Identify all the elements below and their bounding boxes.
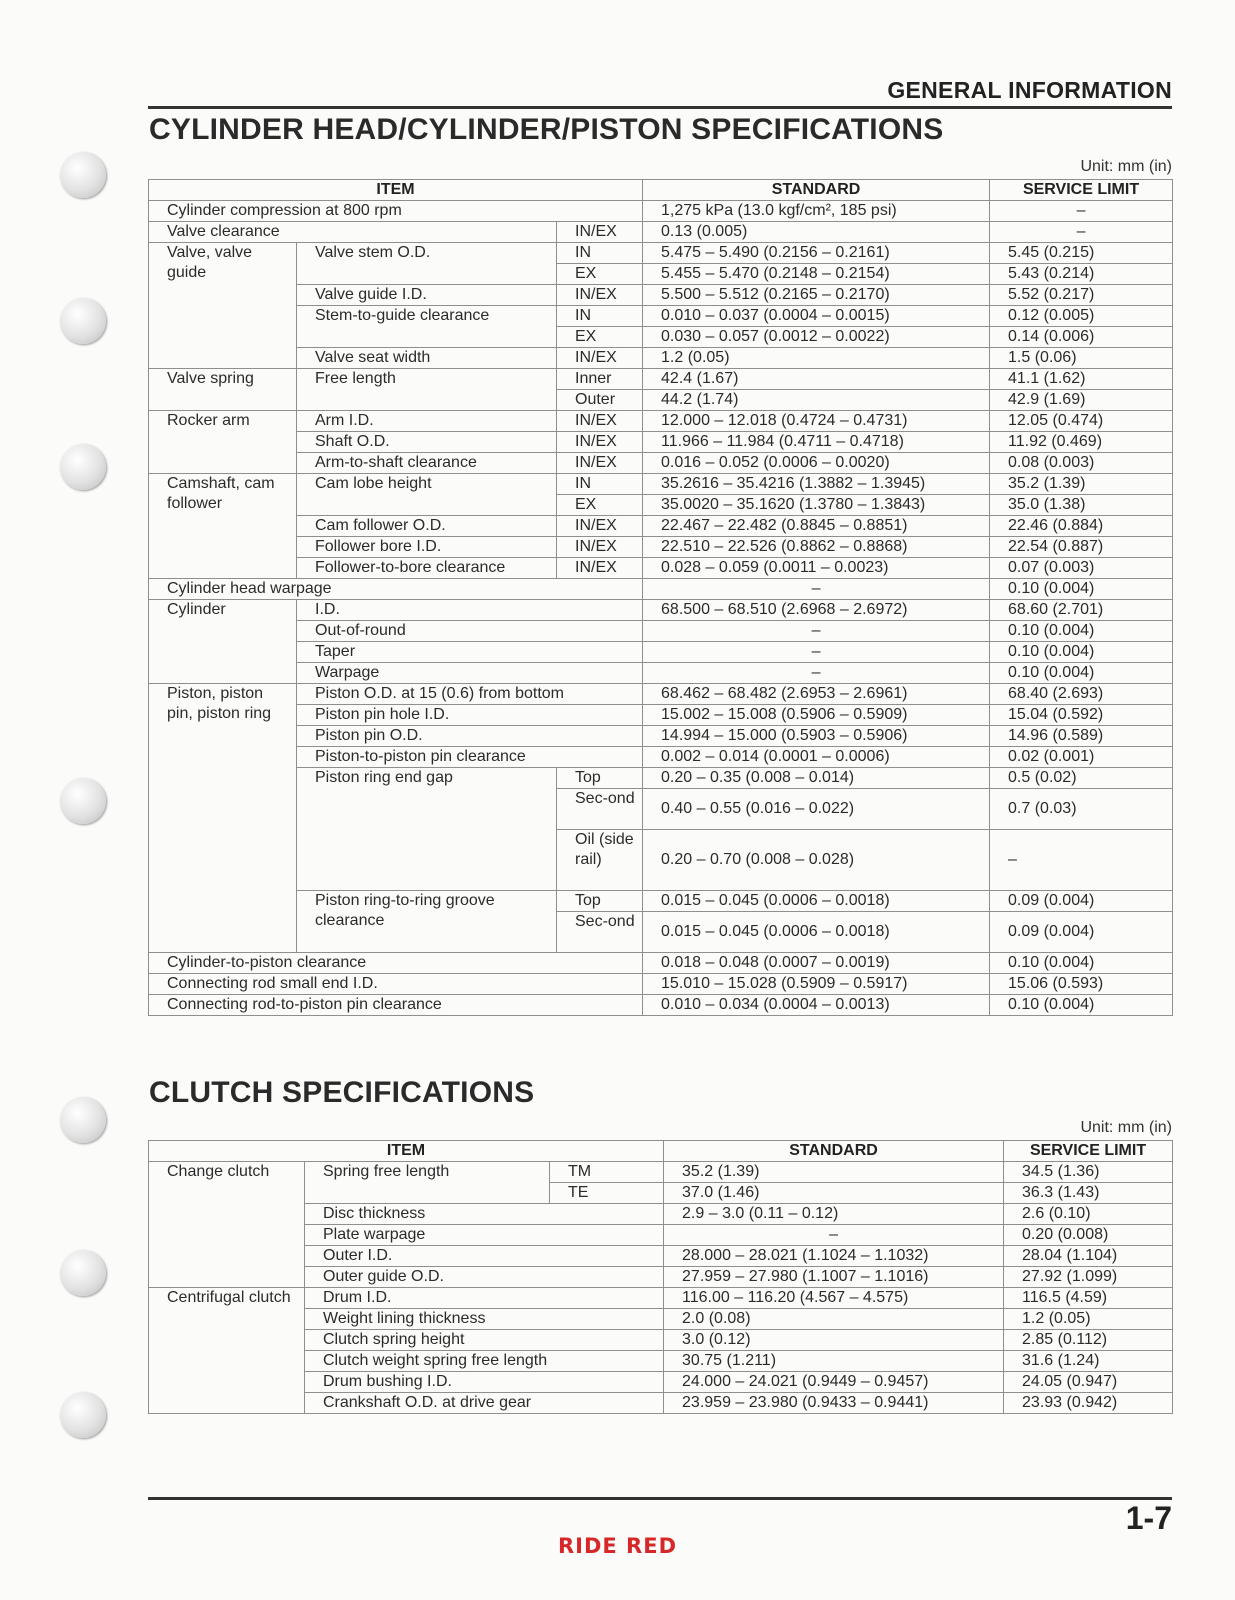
table-row [149, 726, 1173, 747]
standard-cell: 35.2 (1.39) [664, 1162, 1004, 1183]
item-cell: Piston O.D. at 15 (0.6) from bottom [297, 684, 643, 705]
limit-cell: 0.10 (0.004) [990, 995, 1173, 1016]
table-row [149, 663, 1173, 684]
col-standard: STANDARD [643, 180, 990, 201]
limit-cell: 116.5 (4.59) [1004, 1288, 1173, 1309]
standard-cell: 37.0 (1.46) [664, 1183, 1004, 1204]
standard-cell: 1,275 kPa (13.0 kgf/cm², 185 psi) [643, 201, 990, 222]
table-row [149, 222, 1173, 243]
standard-cell: 0.002 – 0.014 (0.0001 – 0.0006) [643, 747, 990, 768]
standard-cell: 0.015 – 0.045 (0.0006 – 0.0018) [643, 891, 990, 912]
clutch-unit-label: Unit: mm (in) [1080, 1119, 1172, 1136]
sub-cell: Sec-ond [557, 789, 643, 830]
item-cell: Drum I.D. [305, 1288, 664, 1309]
item-cell: I.D. [297, 600, 643, 621]
col-item: ITEM [149, 1141, 664, 1162]
table-row [149, 474, 1173, 495]
limit-cell: 36.3 (1.43) [1004, 1183, 1173, 1204]
table-row [149, 1288, 1173, 1309]
sub-cell: TM [550, 1162, 664, 1183]
standard-cell: – [643, 663, 990, 684]
limit-cell: 5.43 (0.214) [990, 264, 1173, 285]
item-cell: Piston-to-piston pin clearance [297, 747, 643, 768]
table-row [149, 558, 1173, 579]
limit-cell: 12.05 (0.474) [990, 411, 1173, 432]
limit-cell: 0.09 (0.004) [990, 912, 1173, 953]
punch-hole [60, 1097, 106, 1143]
limit-cell: 0.08 (0.003) [990, 453, 1173, 474]
section-header: GENERAL INFORMATION [887, 77, 1172, 103]
standard-cell: 5.500 – 5.512 (0.2165 – 0.2170) [643, 285, 990, 306]
sub-cell: IN/EX [557, 285, 643, 306]
limit-cell: 0.09 (0.004) [990, 891, 1173, 912]
limit-cell: 27.92 (1.099) [1004, 1267, 1173, 1288]
sub-cell: IN [557, 306, 643, 327]
sub-cell: Inner [557, 369, 643, 390]
sub-cell: IN/EX [557, 432, 643, 453]
standard-cell: 22.467 – 22.482 (0.8845 – 0.8851) [643, 516, 990, 537]
item-cell: Outer I.D. [305, 1246, 664, 1267]
sub-cell: IN/EX [557, 516, 643, 537]
cylinder-specs-title: CYLINDER HEAD/CYLINDER/PISTON SPECIFICATIONS [149, 113, 944, 146]
standard-cell: 0.015 – 0.045 (0.0006 – 0.0018) [643, 912, 990, 953]
table-row [149, 768, 1173, 789]
sub-cell: EX [557, 327, 643, 348]
col-item: ITEM [149, 180, 643, 201]
footer-rule [148, 1497, 1172, 1500]
cylinder-unit-label: Unit: mm (in) [1080, 158, 1172, 175]
limit-cell: 34.5 (1.36) [1004, 1162, 1173, 1183]
standard-cell: – [664, 1225, 1004, 1246]
standard-cell: 35.2616 – 35.4216 (1.3882 – 1.3945) [643, 474, 990, 495]
item-cell: Out-of-round [297, 621, 643, 642]
standard-cell: 24.000 – 24.021 (0.9449 – 0.9457) [664, 1372, 1004, 1393]
limit-cell: 0.10 (0.004) [990, 642, 1173, 663]
table-row [149, 974, 1173, 995]
col-service-limit: SERVICE LIMIT [1004, 1141, 1173, 1162]
item-cell: Cylinder-to-piston clearance [149, 953, 643, 974]
item-cell: Free length [297, 369, 557, 411]
limit-cell: 0.10 (0.004) [990, 621, 1173, 642]
item-cell: Clutch weight spring free length [305, 1351, 664, 1372]
limit-cell: 0.07 (0.003) [990, 558, 1173, 579]
standard-cell: 35.0020 – 35.1620 (1.3780 – 1.3843) [643, 495, 990, 516]
table-row [149, 705, 1173, 726]
limit-cell: 15.04 (0.592) [990, 705, 1173, 726]
standard-cell: 0.010 – 0.037 (0.0004 – 0.0015) [643, 306, 990, 327]
table-row [149, 411, 1173, 432]
limit-cell: 0.10 (0.004) [990, 663, 1173, 684]
standard-cell: 2.9 – 3.0 (0.11 – 0.12) [664, 1204, 1004, 1225]
limit-cell: 11.92 (0.469) [990, 432, 1173, 453]
group-cell: Valve, valve guide [149, 243, 297, 369]
limit-cell: 1.5 (0.06) [990, 348, 1173, 369]
item-cell: Cam follower O.D. [297, 516, 557, 537]
item-cell: Arm I.D. [297, 411, 557, 432]
standard-cell: – [643, 642, 990, 663]
limit-cell: 0.10 (0.004) [990, 579, 1173, 600]
table-row [149, 243, 1173, 264]
item-cell: Drum bushing I.D. [305, 1372, 664, 1393]
sub-cell: Oil (side rail) [557, 830, 643, 891]
limit-cell: 31.6 (1.24) [1004, 1351, 1173, 1372]
limit-cell: 0.5 (0.02) [990, 768, 1173, 789]
table-row [149, 1162, 1173, 1183]
standard-cell: 27.959 – 27.980 (1.1007 – 1.1016) [664, 1267, 1004, 1288]
page-number: 1-7 [1125, 1500, 1172, 1536]
item-cell: Connecting rod-to-piston pin clearance [149, 995, 643, 1016]
item-cell: Clutch spring height [305, 1330, 664, 1351]
item-cell: Follower-to-bore clearance [297, 558, 557, 579]
standard-cell: 30.75 (1.211) [664, 1351, 1004, 1372]
item-cell: Valve clearance [149, 222, 557, 243]
clutch-specs-title: CLUTCH SPECIFICATIONS [149, 1076, 535, 1109]
item-cell: Taper [297, 642, 643, 663]
item-cell: Valve guide I.D. [297, 285, 557, 306]
table-row [149, 516, 1173, 537]
sub-cell: IN/EX [557, 348, 643, 369]
item-cell: Arm-to-shaft clearance [297, 453, 557, 474]
col-standard: STANDARD [664, 1141, 1004, 1162]
standard-cell: 44.2 (1.74) [643, 390, 990, 411]
limit-cell: – [990, 222, 1173, 243]
punch-hole [60, 1250, 106, 1296]
table-header-row [149, 180, 1173, 201]
sub-cell: Outer [557, 390, 643, 411]
group-cell: Cylinder [149, 600, 297, 684]
limit-cell: 35.0 (1.38) [990, 495, 1173, 516]
group-cell: Centrifugal clutch [149, 1288, 305, 1414]
table-row [149, 348, 1173, 369]
punch-hole [60, 778, 106, 824]
standard-cell: 12.000 – 12.018 (0.4724 – 0.4731) [643, 411, 990, 432]
item-cell: Cylinder head warpage [149, 579, 643, 600]
standard-cell: 14.994 – 15.000 (0.5903 – 0.5906) [643, 726, 990, 747]
group-cell: Valve spring [149, 369, 297, 411]
standard-cell: 0.20 – 0.35 (0.008 – 0.014) [643, 768, 990, 789]
table-row [149, 621, 1173, 642]
standard-cell: 116.00 – 116.20 (4.567 – 4.575) [664, 1288, 1004, 1309]
limit-cell: 0.02 (0.001) [990, 747, 1173, 768]
limit-cell: 0.14 (0.006) [990, 327, 1173, 348]
item-cell: Cam lobe height [297, 474, 557, 516]
table-row [149, 953, 1173, 974]
limit-cell: 14.96 (0.589) [990, 726, 1173, 747]
item-cell: Valve seat width [297, 348, 557, 369]
standard-cell: 68.500 – 68.510 (2.6968 – 2.6972) [643, 600, 990, 621]
item-cell: Crankshaft O.D. at drive gear [305, 1393, 664, 1414]
table-row [149, 201, 1173, 222]
standard-cell: – [643, 621, 990, 642]
limit-cell: 68.60 (2.701) [990, 600, 1173, 621]
table-row [149, 432, 1173, 453]
table-row [149, 306, 1173, 327]
limit-cell: 5.45 (0.215) [990, 243, 1173, 264]
limit-cell: 24.05 (0.947) [1004, 1372, 1173, 1393]
table-header-row [149, 1141, 1173, 1162]
table-row [149, 995, 1173, 1016]
standard-cell: 0.20 – 0.70 (0.008 – 0.028) [643, 830, 990, 891]
limit-cell: 15.06 (0.593) [990, 974, 1173, 995]
item-cell: Piston pin hole I.D. [297, 705, 643, 726]
sub-cell: IN [557, 474, 643, 495]
standard-cell: 0.016 – 0.052 (0.0006 – 0.0020) [643, 453, 990, 474]
item-cell: Stem-to-guide clearance [297, 306, 557, 348]
cylinder-specs-table [148, 179, 1173, 1016]
table-row [149, 285, 1173, 306]
table-row [149, 453, 1173, 474]
sub-cell: IN/EX [557, 558, 643, 579]
standard-cell: 23.959 – 23.980 (0.9433 – 0.9441) [664, 1393, 1004, 1414]
sub-cell: EX [557, 495, 643, 516]
sub-cell: IN/EX [557, 222, 643, 243]
punch-hole [60, 1392, 106, 1438]
item-cell: Connecting rod small end I.D. [149, 974, 643, 995]
sub-cell: Top [557, 768, 643, 789]
table-row [149, 684, 1173, 705]
limit-cell: 0.20 (0.008) [1004, 1225, 1173, 1246]
standard-cell: 1.2 (0.05) [643, 348, 990, 369]
limit-cell: 68.40 (2.693) [990, 684, 1173, 705]
limit-cell: – [990, 201, 1173, 222]
sub-cell: IN/EX [557, 537, 643, 558]
standard-cell: 15.002 – 15.008 (0.5906 – 0.5909) [643, 705, 990, 726]
limit-cell: – [990, 830, 1173, 891]
item-cell: Cylinder compression at 800 rpm [149, 201, 643, 222]
limit-cell: 22.46 (0.884) [990, 516, 1173, 537]
punch-hole [60, 298, 106, 344]
standard-cell: 0.010 – 0.034 (0.0004 – 0.0013) [643, 995, 990, 1016]
limit-cell: 0.10 (0.004) [990, 953, 1173, 974]
col-service-limit: SERVICE LIMIT [990, 180, 1173, 201]
standard-cell: 0.030 – 0.057 (0.0012 – 0.0022) [643, 327, 990, 348]
sub-cell: Sec-ond [557, 912, 643, 953]
item-cell: Shaft O.D. [297, 432, 557, 453]
brand-logo: RIDE RED [557, 1534, 678, 1558]
punch-hole [60, 152, 106, 198]
limit-cell: 2.6 (0.10) [1004, 1204, 1173, 1225]
group-cell: Piston, piston pin, piston ring [149, 684, 297, 953]
item-cell: Disc thickness [305, 1204, 664, 1225]
standard-cell: – [643, 579, 990, 600]
item-cell: Valve stem O.D. [297, 243, 557, 285]
item-cell: Piston pin O.D. [297, 726, 643, 747]
sub-cell: IN [557, 243, 643, 264]
sub-cell: IN/EX [557, 411, 643, 432]
sub-cell: EX [557, 264, 643, 285]
group-cell: Camshaft, cam follower [149, 474, 297, 579]
standard-cell: 3.0 (0.12) [664, 1330, 1004, 1351]
limit-cell: 41.1 (1.62) [990, 369, 1173, 390]
standard-cell: 68.462 – 68.482 (2.6953 – 2.6961) [643, 684, 990, 705]
standard-cell: 22.510 – 22.526 (0.8862 – 0.8868) [643, 537, 990, 558]
table-row [149, 642, 1173, 663]
clutch-specs-table [148, 1140, 1173, 1414]
limit-cell: 0.7 (0.03) [990, 789, 1173, 830]
table-row [149, 747, 1173, 768]
limit-cell: 35.2 (1.39) [990, 474, 1173, 495]
standard-cell: 42.4 (1.67) [643, 369, 990, 390]
standard-cell: 5.475 – 5.490 (0.2156 – 0.2161) [643, 243, 990, 264]
sub-cell: Top [557, 891, 643, 912]
standard-cell: 15.010 – 15.028 (0.5909 – 0.5917) [643, 974, 990, 995]
standard-cell: 0.13 (0.005) [643, 222, 990, 243]
group-cell: Change clutch [149, 1162, 305, 1288]
standard-cell: 0.018 – 0.048 (0.0007 – 0.0019) [643, 953, 990, 974]
limit-cell: 1.2 (0.05) [1004, 1309, 1173, 1330]
item-cell: Warpage [297, 663, 643, 684]
limit-cell: 42.9 (1.69) [990, 390, 1173, 411]
item-cell: Piston ring end gap [297, 768, 557, 891]
standard-cell: 2.0 (0.08) [664, 1309, 1004, 1330]
sub-cell: IN/EX [557, 453, 643, 474]
limit-cell: 0.12 (0.005) [990, 306, 1173, 327]
punch-hole [60, 444, 106, 490]
table-row [149, 537, 1173, 558]
item-cell: Outer guide O.D. [305, 1267, 664, 1288]
limit-cell: 28.04 (1.104) [1004, 1246, 1173, 1267]
standard-cell: 28.000 – 28.021 (1.1024 – 1.1032) [664, 1246, 1004, 1267]
limit-cell: 23.93 (0.942) [1004, 1393, 1173, 1414]
table-row [149, 891, 1173, 912]
header-rule [148, 106, 1172, 109]
standard-cell: 0.40 – 0.55 (0.016 – 0.022) [643, 789, 990, 830]
item-cell: Plate warpage [305, 1225, 664, 1246]
limit-cell: 2.85 (0.112) [1004, 1330, 1173, 1351]
table-row [149, 579, 1173, 600]
table-row [149, 600, 1173, 621]
item-cell: Weight lining thickness [305, 1309, 664, 1330]
standard-cell: 11.966 – 11.984 (0.4711 – 0.4718) [643, 432, 990, 453]
limit-cell: 5.52 (0.217) [990, 285, 1173, 306]
standard-cell: 5.455 – 5.470 (0.2148 – 0.2154) [643, 264, 990, 285]
limit-cell: 22.54 (0.887) [990, 537, 1173, 558]
item-cell: Spring free length [305, 1162, 550, 1204]
item-cell: Follower bore I.D. [297, 537, 557, 558]
sub-cell: TE [550, 1183, 664, 1204]
item-cell: Piston ring-to-ring groove clearance [297, 891, 557, 953]
standard-cell: 0.028 – 0.059 (0.0011 – 0.0023) [643, 558, 990, 579]
table-row [149, 369, 1173, 390]
group-cell: Rocker arm [149, 411, 297, 474]
